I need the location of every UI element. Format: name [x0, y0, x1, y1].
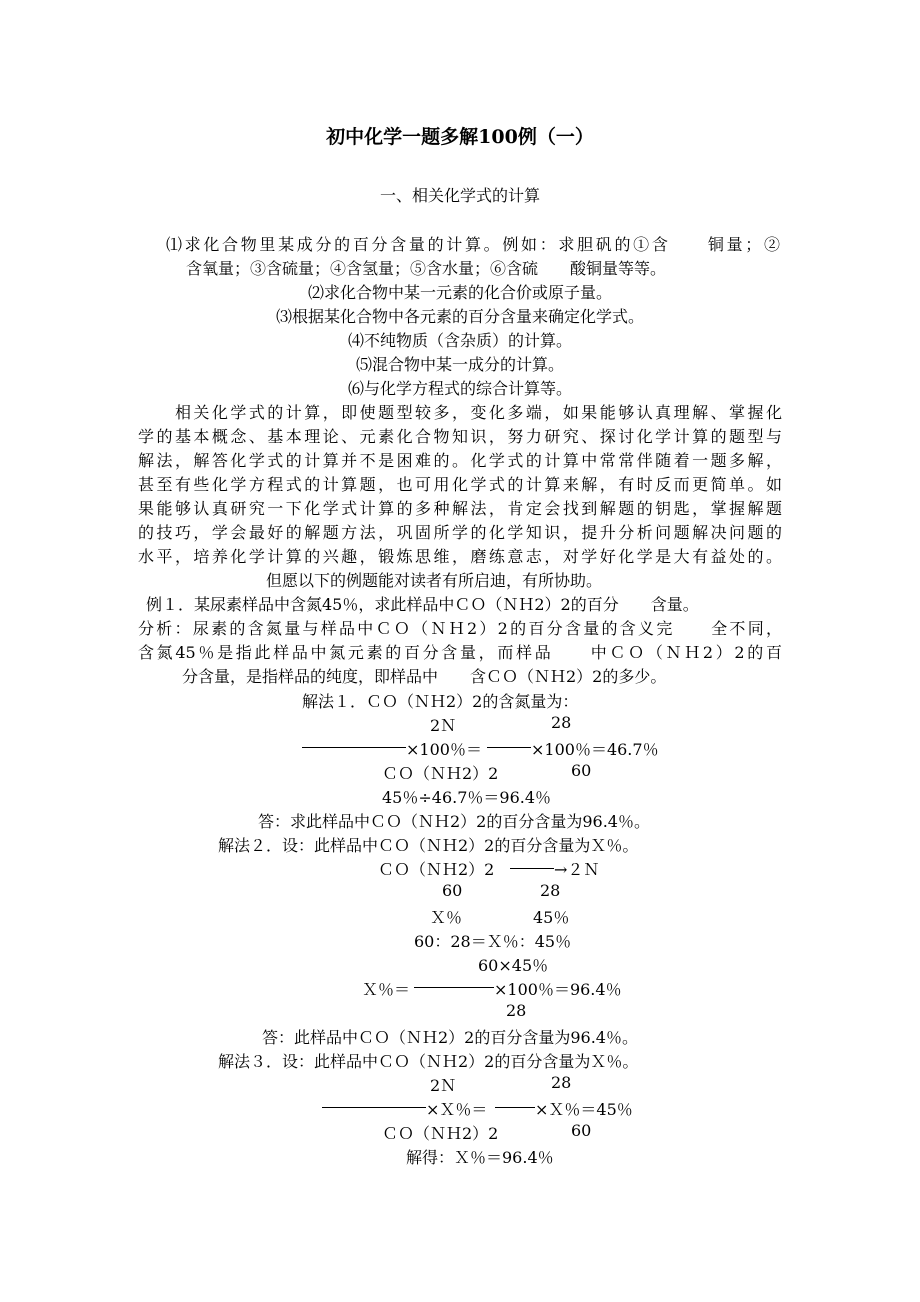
- list-item-5: ⑸混合物中某一成分的计算。: [355, 355, 564, 374]
- method-2-equation-left: Ｘ％＝: [362, 980, 411, 999]
- list-item-1-line-2: 含氧量；③含硫量；④含氢量；⑤含水量；⑥含硫 酸铜量等等。: [186, 259, 667, 278]
- intro-line-7: 水平，培养化学计算的兴趣，锻炼思维，磨练意志，对学好化学是大有益处的。: [138, 547, 782, 566]
- section-heading: 一、相关化学式的计算: [379, 186, 540, 205]
- method-2-unknown-left: Ｘ％: [430, 908, 463, 927]
- method-1-fraction-1-bar: [302, 747, 406, 748]
- method-1-answer: 答：求此样品中ＣＯ（ＮＨ2）2的百分含量为96.4％。: [258, 812, 650, 831]
- method-1-fraction-2-bar: [487, 747, 531, 748]
- method-2-reaction-right: →２Ｎ: [554, 860, 600, 879]
- method-3-fraction-1-denominator: ＣＯ（ＮＨ2）2: [382, 1124, 499, 1143]
- method-2-answer: 答：此样品中ＣＯ（ＮＨ2）2的百分含量为96.4％。: [262, 1028, 638, 1047]
- method-3-heading: 解法３．设：此样品中ＣＯ（ＮＨ2）2的百分含量为Ｘ％。: [218, 1052, 639, 1071]
- intro-line-6: 的技巧，学会最好的解题方法，巩固所学的化学知识，提升分析问题解决问题的: [138, 523, 782, 542]
- method-3-equation-part-1: ×Ｘ％＝: [426, 1100, 488, 1119]
- method-3-fraction-2-numerator: 28: [551, 1073, 572, 1092]
- method-3-equation-part-2: ×Ｘ％＝45％: [535, 1100, 633, 1119]
- example-1-analysis-line-3: 分含量，是指样品的纯度，即样品中 含ＣＯ（ＮＨ2）2的多少。: [182, 667, 667, 686]
- method-1-fraction-2-numerator: 28: [551, 713, 572, 732]
- method-2-fraction-numerator: 60×45％: [478, 956, 549, 975]
- method-2-mass-right: 28: [540, 881, 561, 900]
- example-1-question: 例１．某尿素样品中含氮45％，求此样品中ＣＯ（ＮＨ2）2的百分 含量。: [146, 595, 699, 614]
- example-1-analysis-line-2: 含氮45％是指此样品中氮元素的百分含量，而样品 中ＣＯ（ＮＨ2）2的百: [138, 643, 782, 662]
- intro-line-8: 但愿以下的例题能对读者有所启迪，有所协助。: [266, 571, 603, 590]
- method-2-ratio: 60：28＝Ｘ％：45％: [414, 932, 572, 951]
- intro-line-1: 相关化学式的计算，即使题型较多，变化多端，如果能够认真理解、掌握化: [138, 403, 782, 422]
- method-1-equation-part-2: ×100％＝46.7％: [531, 740, 659, 759]
- intro-line-5: 果能够认真研究一下化学式计算的多种解法，肯定会找到解题的钥匙，掌握解题: [138, 499, 782, 518]
- method-2-reaction-arrow-shaft: [510, 868, 554, 869]
- example-1-analysis-line-1: 分析：尿素的含氮量与样品中ＣＯ（ＮＨ2）2的百分含量的含义完 全不同，: [138, 619, 782, 638]
- document-title: 初中化学一题多解100例（一）: [326, 126, 594, 148]
- list-item-4: ⑷不纯物质（含杂质）的计算。: [347, 331, 572, 350]
- list-item-1-line-1: ⑴求化合物里某成分的百分含量的计算。例如：求胆矾的①含 铜量；②: [166, 235, 780, 254]
- method-1-fraction-2-denominator: 60: [571, 761, 592, 780]
- intro-line-3: 解法，解答化学式的计算并不是困难的。化学式的计算中常常伴随着一题多解，: [138, 451, 782, 470]
- method-1-equation-part-1: ×100％＝: [406, 740, 482, 759]
- method-2-mass-left: 60: [442, 881, 463, 900]
- method-3-fraction-2-denominator: 60: [571, 1121, 592, 1140]
- method-1-fraction-1-numerator: 2Ｎ: [430, 716, 457, 735]
- list-item-2: ⑵求化合物中某一元素的化合价或原子量。: [307, 283, 612, 302]
- method-2-equation-right: ×100％＝96.4％: [494, 980, 622, 999]
- method-3-fraction-2-bar: [495, 1107, 535, 1108]
- list-item-3: ⑶根据某化合物中各元素的百分含量来确定化学式。: [275, 307, 644, 326]
- method-3-fraction-1-bar: [322, 1107, 426, 1108]
- intro-line-2: 学的基本概念、基本理论、元素化合物知识，努力研究、探讨化学计算的题型与: [138, 427, 782, 446]
- intro-line-4: 甚至有些化学方程式的计算题，也可用化学式的计算来解，有时反而更简单。如: [138, 475, 782, 494]
- method-3-fraction-1-numerator: 2Ｎ: [430, 1076, 457, 1095]
- method-1-fraction-1-denominator: ＣＯ（ＮＨ2）2: [382, 764, 499, 783]
- method-2-fraction-bar: [414, 987, 494, 988]
- method-2-reaction-left: ＣＯ（ＮＨ2）2: [378, 860, 495, 879]
- method-1-calculation: 45％÷46.7％＝96.4％: [382, 788, 552, 807]
- method-3-solution: 解得：Ｘ％＝96.4％: [406, 1148, 554, 1167]
- method-2-heading: 解法２．设：此样品中ＣＯ（ＮＨ2）2的百分含量为Ｘ％。: [218, 836, 639, 855]
- method-1-heading: 解法１．ＣＯ（ＮＨ2）2的含氮量为：: [302, 692, 579, 711]
- method-2-unknown-right: 45％: [533, 908, 570, 927]
- method-2-fraction-denominator: 28: [506, 1001, 527, 1020]
- list-item-6: ⑹与化学方程式的综合计算等。: [347, 379, 572, 398]
